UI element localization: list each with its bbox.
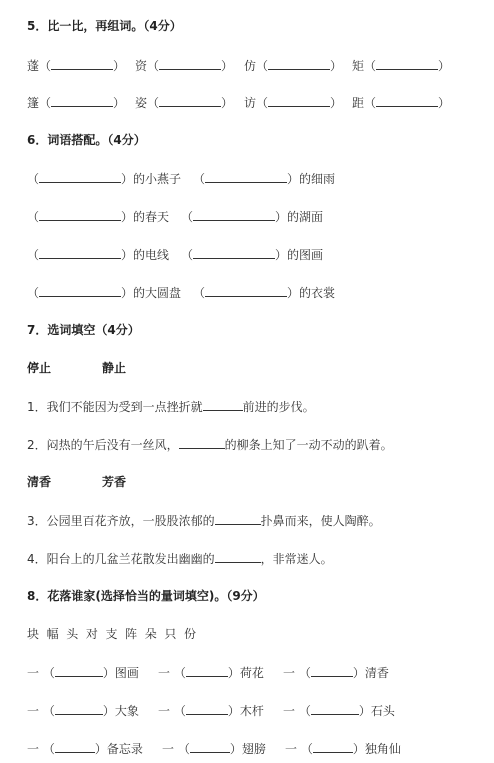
q6-heading: 6．词语搭配。（4分） [27, 133, 146, 147]
q8-item: 一 （ ）木杆 [158, 704, 264, 718]
q8-item: 一 （ ）翅膀 [162, 742, 266, 756]
word-option: 静止 [102, 361, 127, 375]
q8-item: 一 （ ）清香 [283, 666, 389, 680]
answer-blank[interactable] [193, 246, 275, 259]
q5-heading: 5．比一比，再组词。（4分） [27, 19, 182, 33]
q5-item: 姿（ ） [135, 96, 234, 110]
q8-item: 一 （ ）独角仙 [285, 742, 401, 756]
answer-blank[interactable] [39, 246, 121, 259]
q6-item: （ ）的图画 [181, 248, 324, 262]
answer-blank[interactable] [215, 550, 261, 563]
word-option: 芳香 [102, 475, 127, 489]
answer-blank[interactable] [159, 57, 221, 70]
answer-blank[interactable] [39, 284, 121, 297]
q6-item: （ ）的小燕子 [27, 172, 182, 186]
answer-blank[interactable] [39, 208, 121, 221]
q5-item: 仿（ ） [244, 59, 343, 73]
answer-blank[interactable] [376, 57, 438, 70]
answer-blank[interactable] [186, 702, 228, 715]
answer-blank[interactable] [311, 702, 359, 715]
answer-blank[interactable] [193, 208, 275, 221]
q7-sentence-1: 1．我们不能因为受到一点挫折就 前进的步伐。 [27, 400, 315, 414]
answer-blank[interactable] [205, 170, 287, 183]
q7-sentence-2: 2．闷热的午后没有一丝风， 的柳条上知了一动不动的趴着。 [27, 438, 393, 452]
answer-blank[interactable] [190, 740, 230, 753]
q8-item: 一 （ ）图画 [27, 666, 139, 680]
q8-word-bank: 块 幅 头 对 支 阵 朵 只 份 [27, 627, 197, 641]
answer-blank[interactable] [268, 57, 330, 70]
q5-item: 篷（ ） [27, 96, 126, 110]
answer-blank[interactable] [203, 398, 243, 411]
q5-item: 蓬（ ） [27, 59, 126, 73]
q5-item: 距（ ） [352, 96, 451, 110]
q8-item: 一 （ ）荷花 [158, 666, 264, 680]
q8-item: 一 （ ）备忘录 [27, 742, 143, 756]
q6-item: （ ）的春天 [27, 210, 170, 224]
q7-sentence-4: 4．阳台上的几盆兰花散发出幽幽的 ，非常迷人。 [27, 552, 333, 566]
q6-item: （ ）的衣裳 [193, 286, 336, 300]
q6-item: （ ）的电线 [27, 248, 170, 262]
answer-blank[interactable] [186, 664, 228, 677]
answer-blank[interactable] [205, 284, 287, 297]
answer-blank[interactable] [268, 94, 330, 107]
answer-blank[interactable] [159, 94, 221, 107]
q8-item: 一 （ ）石头 [283, 704, 395, 718]
answer-blank[interactable] [55, 702, 103, 715]
answer-blank[interactable] [39, 170, 121, 183]
answer-blank[interactable] [179, 436, 225, 449]
answer-blank[interactable] [376, 94, 438, 107]
answer-blank[interactable] [55, 740, 95, 753]
q7-heading: 7．选词填空（4分） [27, 323, 140, 337]
q5-item: 矩（ ） [352, 59, 451, 73]
answer-blank[interactable] [215, 512, 261, 525]
answer-blank[interactable] [51, 94, 113, 107]
q5-item: 访（ ） [244, 96, 343, 110]
answer-blank[interactable] [311, 664, 353, 677]
q6-item: （ ）的湖面 [181, 210, 324, 224]
q8-item: 一 （ ）大象 [27, 704, 139, 718]
word-option: 清香 [27, 475, 52, 489]
q5-item: 资（ ） [135, 59, 234, 73]
word-option: 停止 [27, 361, 52, 375]
q8-heading: 8．花落谁家(选择恰当的量词填空)。（9分） [27, 589, 265, 603]
answer-blank[interactable] [313, 740, 353, 753]
q7-sentence-3: 3．公园里百花齐放，一股股浓郁的 扑鼻而来，使人陶醉。 [27, 514, 381, 528]
answer-blank[interactable] [51, 57, 113, 70]
answer-blank[interactable] [55, 664, 103, 677]
q6-item: （ ）的细雨 [193, 172, 336, 186]
q6-item: （ ）的大圆盘 [27, 286, 182, 300]
